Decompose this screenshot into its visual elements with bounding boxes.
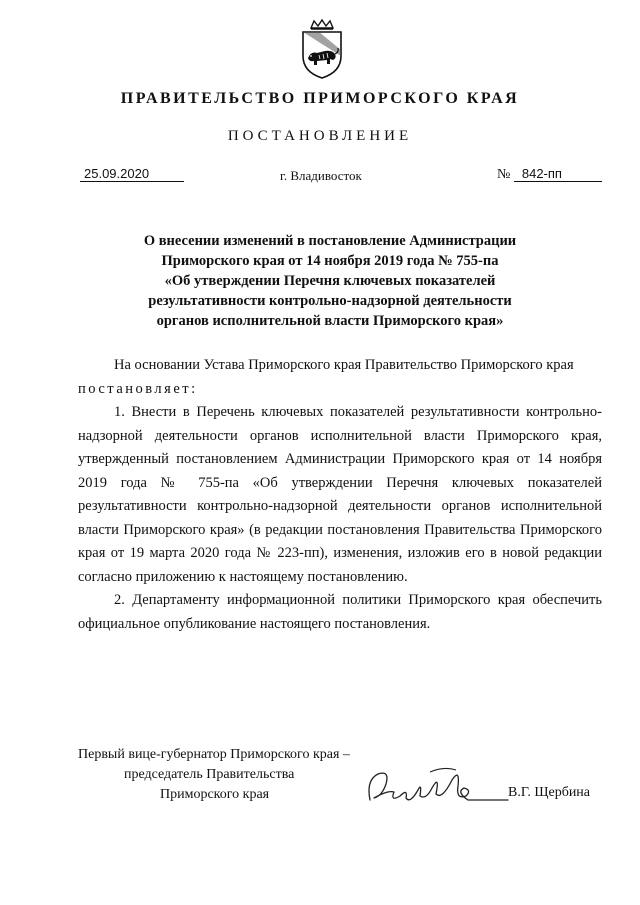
decree-word: постановляет: [78,380,198,397]
handwritten-signature-icon [360,760,510,812]
document-number [497,166,602,183]
document-type: ПОСТАНОВЛЕНИЕ [227,128,413,144]
document-heading [60,231,600,331]
number-value: 842-пп [514,166,602,182]
signatory-title [78,745,350,805]
signatory-name: В.Г. Щербина [508,785,591,800]
government-title: ПРАВИТЕЛЬСТВО ПРИМОРСКОГО КРАЯ [120,90,520,107]
signatory-line: Приморского края [160,787,270,802]
number-sign: № [497,167,511,182]
coat-of-arms-icon [297,18,347,80]
item-2-paragraph: 2. Департаменту информационной политики Приморского края обеспечить официальное опубликование настоящего постановления. [78,592,602,632]
document-date: 25.09.2020 [80,166,184,182]
preamble-paragraph: На основании Устава Приморского края Правительство Приморского края [114,357,574,373]
heading-line: Приморского края от 14 ноября 2019 года № 755-па [161,253,499,269]
heading-line: органов исполнительной власти Приморского края» [156,313,504,329]
heading-line: О внесении изменений в постановление Администрации [143,233,517,249]
heading-line: результативности контрольно-надзорной деятельности [148,293,512,309]
signatory-line: председатель Правительства [124,767,295,782]
document-city: г. Владивосток [280,168,362,183]
heading-line: «Об утверждении Перечня ключевых показателей [164,273,496,289]
item-1-paragraph: 1. Внести в Перечень ключевых показателей результативности контрольно-надзорной деятельности органов исполнительной власти Приморского края, утвержденный постановлением Администрации Приморского края от 14 ноября 2019 года № 755-па «Об утверждении Перечня ключевых показателей результативности контрольно-надзорной деятельности органов исполнительной власти Приморского края» (в редакции постановления Правительства Приморского края от 19 марта 2020 года № 223-пп), изменения, изложив его в новой редакции согласно приложению к настоящему постановлению. [78,404,602,585]
document-body [78,354,602,636]
signatory-line: Первый вице-губернатор Приморского края – [78,747,350,762]
